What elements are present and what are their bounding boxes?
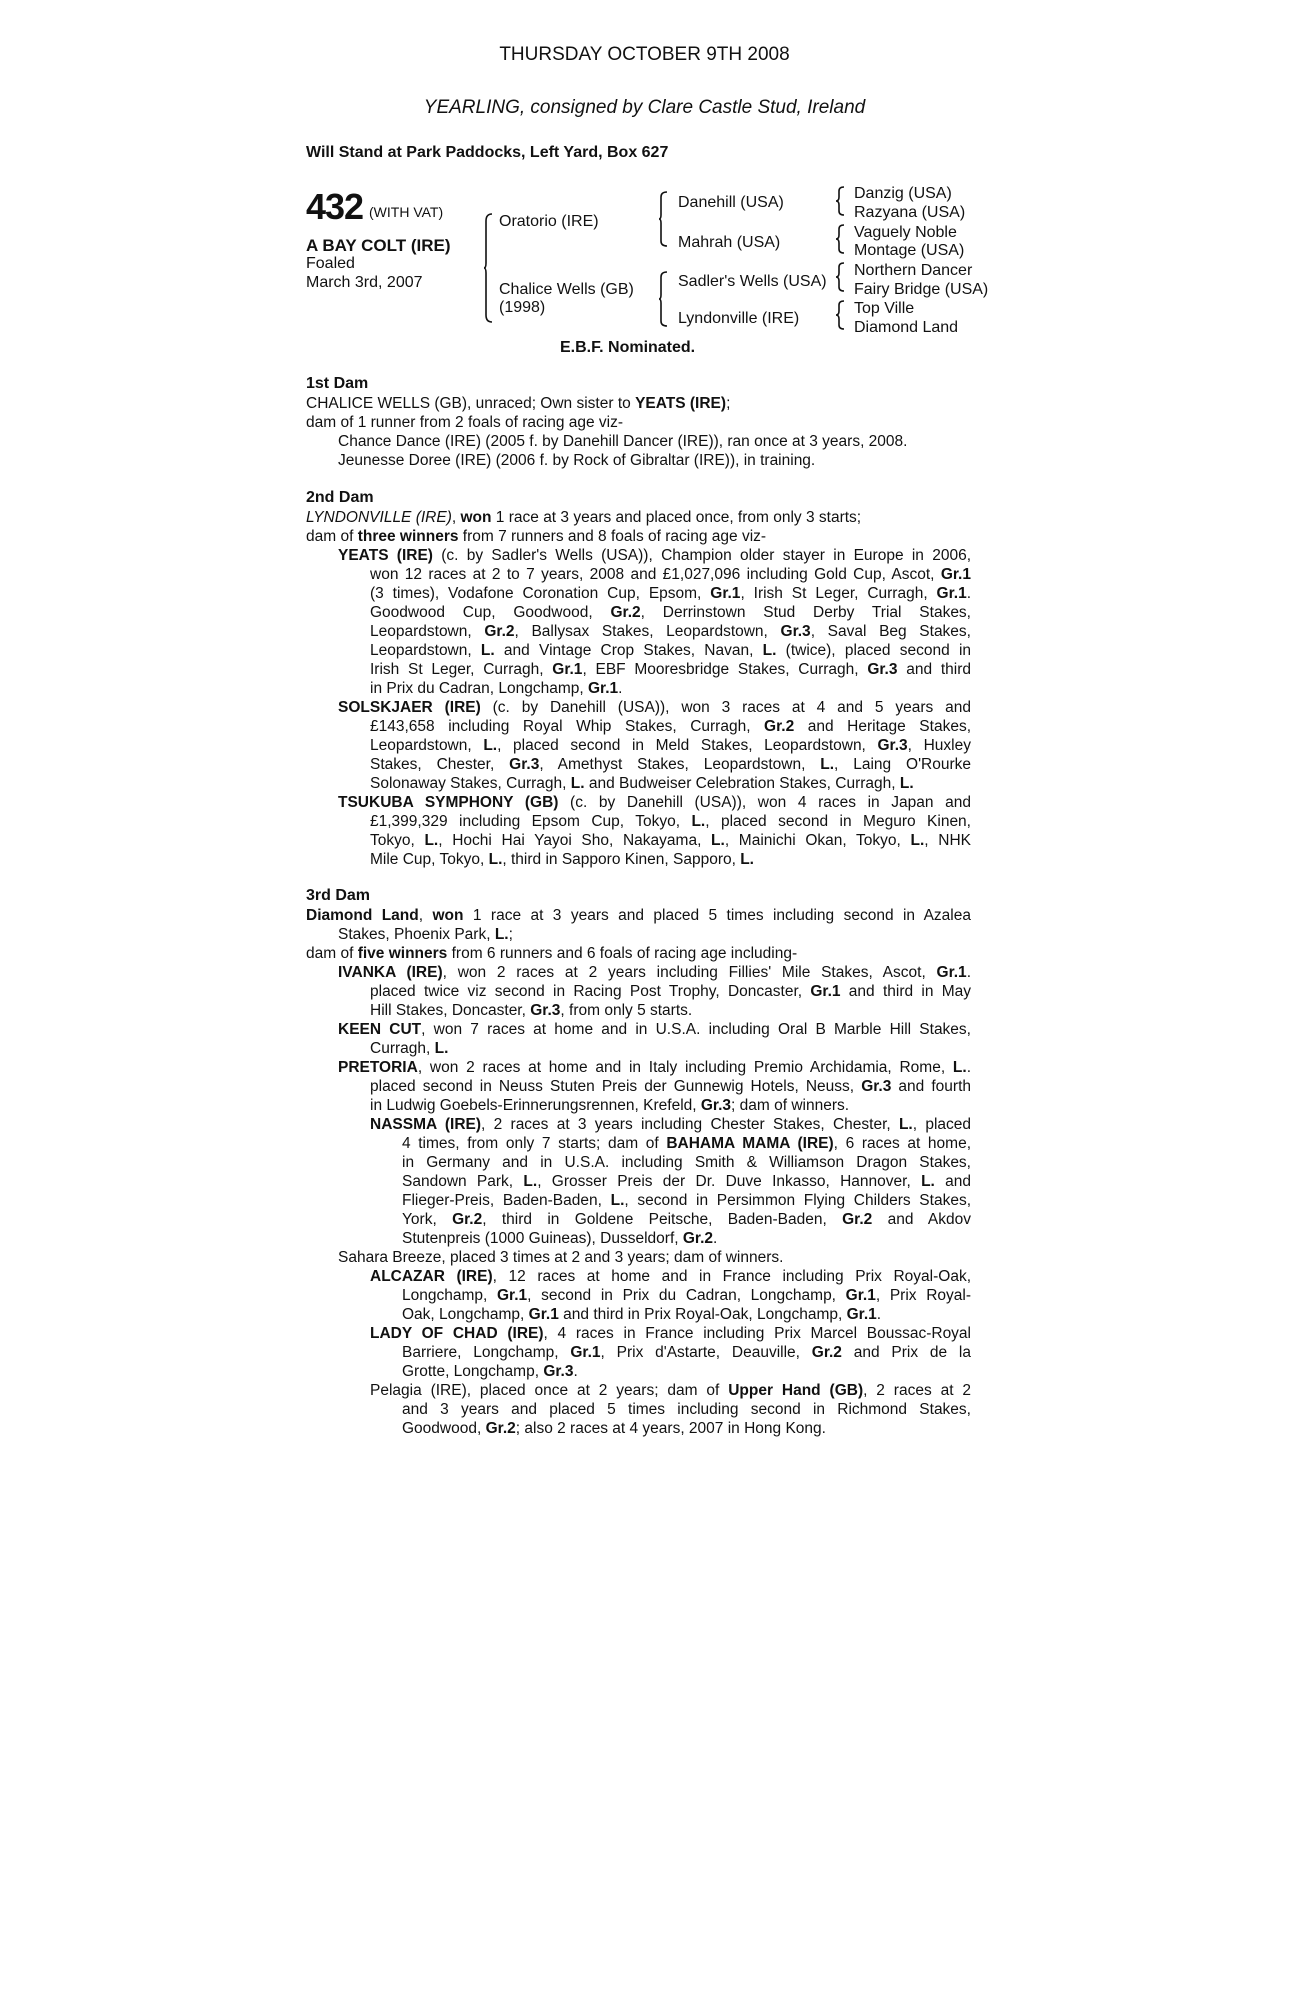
ebf-nominated: E.B.F. Nominated. (560, 339, 696, 356)
nassma-entry: Flieger-Preis, Baden-Baden, L., second in Persimmon Flying Childers Stakes, (402, 1192, 971, 1209)
pretoria-entry: PRETORIA, won 2 races at home and in Italy including Premio Archidamia, Rome, L.. (338, 1059, 971, 1076)
pedigree-g1: Danzig (USA) (854, 185, 952, 202)
nassma-entry: Stutenpreis (1000 Guineas), Dusseldorf, Gr.2. (402, 1230, 718, 1247)
alcazar-entry: Oak, Longchamp, Gr.1 and third in Prix Royal-Oak, Longchamp, Gr.1. (402, 1306, 882, 1323)
pedigree-dam-sire: Sadler's Wells (USA) (678, 273, 827, 290)
yeats-entry: in Prix du Cadran, Longchamp, Gr.1. (370, 680, 623, 697)
alcazar-entry: ALCAZAR (IRE), 12 races at home and in France including Prix Royal-Oak, (370, 1268, 972, 1285)
yeats-entry: (3 times), Vodafone Coronation Cup, Epsom, Gr.1, Irish St Leger, Curragh, Gr.1. (370, 585, 972, 602)
pelagia-entry: and 3 years and placed 5 times including second in Richmond Stakes, (402, 1401, 971, 1418)
nassma-entry: NASSMA (IRE), 2 races at 3 years including Chester Stakes, Chester, L., placed (370, 1116, 972, 1133)
yeats-entry: Irish St Leger, Curragh, Gr.1, EBF Mooresbridge Stakes, Curragh, Gr.3 and third (370, 661, 971, 678)
yeats-entry: Leopardstown, Gr.2, Ballysax Stakes, Leopardstown, Gr.3, Saval Beg Stakes, (370, 623, 971, 640)
yeats-entry: Goodwood Cup, Goodwood, Gr.2, Derrinstown Stud Derby Trial Stakes, (370, 604, 971, 621)
pedigree-bracket-g1 (836, 186, 846, 216)
third-dam-line: Stakes, Phoenix Park, L.; (338, 926, 513, 943)
first-dam-produce: Chance Dance (IRE) (2005 f. by Danehill Dancer (IRE)), ran once at 3 years, 2008. (338, 433, 908, 450)
first-dam-line: CHALICE WELLS (GB), unraced; Own sister to YEATS (IRE); (306, 395, 731, 412)
solskjaer-entry: Solonaway Stakes, Curragh, L. and Budweiser Celebration Stakes, Curragh, L. (370, 775, 914, 792)
pedigree-g5: Northern Dancer (854, 262, 973, 279)
solskjaer-entry: £143,658 including Royal Whip Stakes, Curragh, Gr.2 and Heritage Stakes, (370, 718, 971, 735)
pedigree-bracket-g2 (836, 224, 846, 254)
pedigree-bracket-sire (659, 191, 669, 247)
ivanka-entry: IVANKA (IRE), won 2 races at 2 years including Fillies' Mile Stakes, Ascot, Gr.1. (338, 964, 971, 981)
pedigree-g3: Vaguely Noble (854, 224, 957, 241)
pelagia-entry: Goodwood, Gr.2; also 2 races at 4 years, 2007 in Hong Kong. (402, 1420, 826, 1437)
lady-of-chad-entry: Grotte, Longchamp, Gr.3. (402, 1363, 578, 1380)
lot-name: A BAY COLT (IRE) (306, 236, 451, 255)
pedigree-sire: Oratorio (IRE) (499, 213, 599, 230)
second-dam-line: dam of three winners from 7 runners and 8 foals of racing age viz- (306, 528, 767, 545)
pedigree-g2: Razyana (USA) (854, 204, 966, 221)
tsukuba-entry: Tokyo, L., Hochi Hai Yayoi Sho, Nakayama, L., Mainichi Okan, Tokyo, L., NHK (370, 832, 971, 849)
pedigree-sire-sire: Danehill (USA) (678, 194, 784, 211)
stand-location: Will Stand at Park Paddocks, Left Yard, Box 627 (306, 144, 669, 161)
sale-date: THURSDAY OCTOBER 9TH 2008 (499, 44, 790, 65)
pedigree-dam: Chalice Wells (GB) (499, 281, 634, 298)
sahara-breeze-entry: Sahara Breeze, placed 3 times at 2 and 3 years; dam of winners. (338, 1249, 784, 1266)
pedigree-dam-year: (1998) (499, 299, 546, 316)
nassma-entry: in Germany and in U.S.A. including Smith & Williamson Dragon Stakes, (402, 1154, 971, 1171)
pretoria-entry: placed second in Neuss Stuten Preis der Gunnewig Hotels, Neuss, Gr.3 and fourth (370, 1078, 971, 1095)
consignment-line: YEARLING, consigned by Clare Castle Stud, Ireland (423, 97, 866, 118)
foaled-label: Foaled (306, 255, 355, 272)
vat-note: (WITH VAT) (369, 204, 444, 220)
pedigree-g8: Diamond Land (854, 319, 959, 336)
foaled-date: March 3rd, 2007 (306, 274, 423, 291)
lady-of-chad-entry: LADY OF CHAD (IRE), 4 races in France including Prix Marcel Boussac-Royal (370, 1325, 972, 1342)
solskjaer-entry: Leopardstown, L., placed second in Meld Stakes, Leopardstown, Gr.3, Huxley (370, 737, 971, 754)
tsukuba-entry: Mile Cup, Tokyo, L., third in Sapporo Kinen, Sapporo, L. (370, 851, 754, 868)
pedigree-sire-dam: Mahrah (USA) (678, 234, 781, 251)
tsukuba-entry: £1,399,329 including Epsom Cup, Tokyo, L., placed second in Meguro Kinen, (370, 813, 971, 830)
solskjaer-entry: Stakes, Chester, Gr.3, Amethyst Stakes, Leopardstown, L., Laing O'Rourke (370, 756, 972, 773)
yeats-entry: YEATS (IRE) (c. by Sadler's Wells (USA)), Champion older stayer in Europe in 2006, (338, 547, 971, 564)
third-dam-line: dam of five winners from 6 runners and 6 foals of racing age including- (306, 945, 798, 962)
lady-of-chad-entry: Barriere, Longchamp, Gr.1, Prix d'Astarte, Deauville, Gr.2 and Prix de la (402, 1344, 971, 1361)
pedigree-g6: Fairy Bridge (USA) (854, 281, 989, 298)
alcazar-entry: Longchamp, Gr.1, second in Prix du Cadran, Longchamp, Gr.1, Prix Royal- (402, 1287, 971, 1304)
solskjaer-entry: SOLSKJAER (IRE) (c. by Danehill (USA)), won 3 races at 4 and 5 years and (338, 699, 971, 716)
first-dam-produce: Jeunesse Doree (IRE) (2006 f. by Rock of Gibraltar (IRE)), in training. (338, 452, 816, 469)
third-dam-line: Diamond Land, won 1 race at 3 years and placed 5 times including second in Azalea (306, 907, 971, 924)
lot-number: 432 (306, 186, 364, 227)
tsukuba-entry: TSUKUBA SYMPHONY (GB) (c. by Danehill (USA)), won 4 races in Japan and (338, 794, 971, 811)
yeats-entry: won 12 races at 2 to 7 years, 2008 and £1,027,096 including Gold Cup, Ascot, Gr.1 (370, 566, 971, 583)
pedigree-dam-dam: Lyndonville (IRE) (678, 310, 800, 327)
pedigree-bracket-main (484, 213, 494, 323)
nassma-entry: Sandown Park, L., Grosser Preis der Dr. Duve Inkasso, Hannover, L. and (402, 1173, 971, 1190)
pretoria-entry: in Ludwig Goebels-Erinnerungsrennen, Krefeld, Gr.3; dam of winners. (370, 1097, 850, 1114)
pedigree-bracket-g4 (836, 300, 846, 330)
first-dam-line: dam of 1 runner from 2 foals of racing age viz- (306, 414, 624, 431)
nassma-entry: 4 times, from only 7 starts; dam of BAHAMA MAMA (IRE), 6 races at home, (402, 1135, 972, 1152)
ivanka-entry: Hill Stakes, Doncaster, Gr.3, from only 5 starts. (370, 1002, 693, 1019)
third-dam-heading: 3rd Dam (306, 887, 371, 904)
ivanka-entry: placed twice viz second in Racing Post Trophy, Doncaster, Gr.1 and third in May (370, 983, 971, 1000)
nassma-entry: York, Gr.2, third in Goldene Peitsche, Baden-Baden, Gr.2 and Akdov (402, 1211, 972, 1228)
second-dam-line: LYNDONVILLE (IRE), won 1 race at 3 years and placed once, from only 3 starts; (306, 509, 862, 526)
yeats-entry: Leopardstown, L. and Vintage Crop Stakes, Navan, L. (twice), placed second in (370, 642, 972, 659)
pedigree-bracket-dam (659, 271, 669, 327)
pedigree-g4: Montage (USA) (854, 242, 965, 259)
pedigree-g7: Top Ville (854, 300, 915, 317)
keen-cut-entry: KEEN CUT, won 7 races at home and in U.S.A. including Oral B Marble Hill Stakes, (338, 1021, 971, 1038)
pelagia-entry: Pelagia (IRE), placed once at 2 years; dam of Upper Hand (GB), 2 races at 2 (370, 1382, 972, 1399)
pedigree-bracket-g3 (836, 262, 846, 292)
keen-cut-entry: Curragh, L. (370, 1040, 449, 1057)
second-dam-heading: 2nd Dam (306, 489, 374, 506)
first-dam-heading: 1st Dam (306, 375, 369, 392)
